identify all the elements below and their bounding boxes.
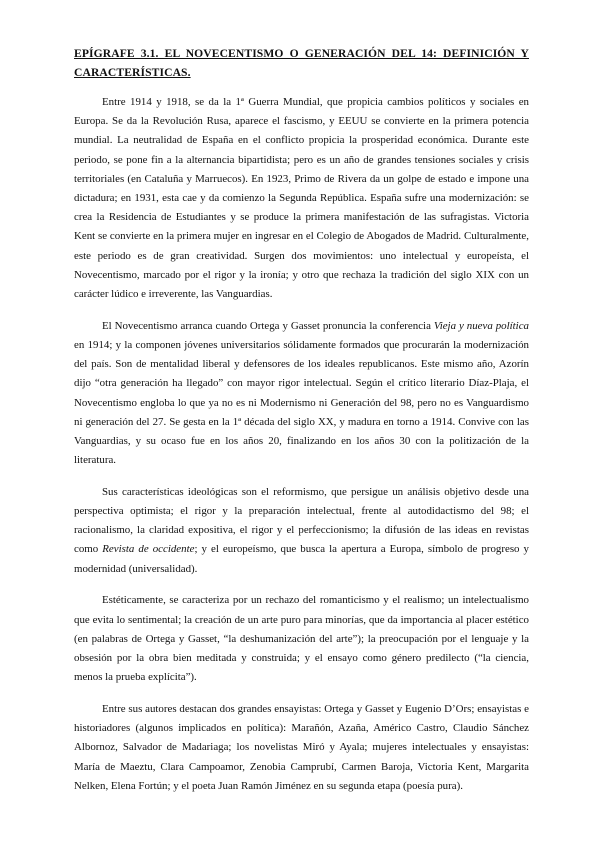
paragraph-authors: Entre sus autores destacan dos grandes ensayistas: Ortega y Gasset y Eugenio D’Ors; ensayistas e historiadores (algunos implicados en política): Marañón, Azaña, Américo Castro, Claudio Sánchez Albornoz, Salvador de Madariaga; los novelistas Miró y Ayala; mujeres intelectuales y ensayistas: María de Maeztu, Clara Campoamor, Zenobia Camprubí, Carmen Baroja, Victoria Kent, Margarita Nelken, Elena Fortún; y el poeta Juan Ramón Jiménez en su segunda etapa (poesía pura). <box>74 702 529 792</box>
conference-title: Vieja y nueva política <box>433 319 529 332</box>
paragraph-aesthetic-traits: Estéticamente, se caracteriza por un rechazo del romanticismo y el realismo; un intelectualismo que evita lo sentimental; la creación de un arte puro para minorías, que da importancia al placer estético (en palabras de Ortega y Gasset, “la deshumanización del arte”); la preocupación por el lenguaje y la obsesión por la obra bien meditada y construida; y el ensayo como género predilecto (“la ciencia, menos la prueba explícita”). <box>74 594 529 684</box>
document-page <box>74 44 529 808</box>
paragraph-origins-text-start: El Novecentismo arranca cuando Ortega y Gasset pronuncia la conferencia <box>102 319 434 332</box>
paragraph-ideological-traits <box>74 483 529 579</box>
paragraph-origins <box>74 317 529 471</box>
page-title: EPÍGRAFE 3.1. EL NOVECENTISMO O GENERACIÓN DEL 14: DEFINICIÓN Y CARACTERÍSTICAS. <box>74 47 529 79</box>
paragraph-historical-context: Entre 1914 y 1918, se da la 1ª Guerra Mundial, que propicia cambios políticos y sociales en Europa. Se da la Revolución Rusa, aparece el fascismo, y EEUU se convierte en la primera potencia mundial. La neutralidad de España en el conflicto propicia la prosperidad económica. Durante este periodo, se pone fin a la alternancia bipartidista; pero es un año de grandes tensiones sociales y crisis territoriales (en Cataluña y Marruecos). En 1923, Primo de Rivera da un golpe de estado e impone una dictadura; en 1931, esta cae y da comienzo la Segunda República. España sufre una modernización: se crea la Residencia de Estudiantes y se produce la primera manifestación de las sufragistas. Victoria Kent se convierte en la primera mujer en ingresar en el Colegio de Abogados de Madrid. Culturalmente, este periodo es de gran creatividad. Surgen dos movimientos: uno intelectual y europeísta, el Novecentismo, marcado por el rigor y la ironía; y otro que rechaza la tradición del siglo XIX con un carácter lúdico e irreverente, las Vanguardias. <box>74 96 529 301</box>
paragraph-ideological-text-end: ; y el europeísmo, que busca la apertura a Europa, símbolo de progreso y modernidad (universalidad). <box>74 543 529 575</box>
magazine-title: Revista de occidente <box>102 543 195 556</box>
paragraph-ideological-text-start: Sus características ideológicas son el reformismo, que persigue un análisis objetivo desde una perspectiva optimista; el rigor y la preparación intelectual, frente al autodidactismo del 98; el racionalismo, la claridad expositiva, el rigor y el perfeccionismo; la difusión de las ideas en revistas como <box>74 485 529 556</box>
paragraph-origins-text-end: en 1914; y la componen jóvenes universitarios sólidamente formados que procurarán la modernización del país. Son de mentalidad liberal y defensores de los ideales republicanos. Este mismo año, Azorín dijo “otra generación ha llegado” con mayor rigor intelectual. Según el crítico literario Díaz-Plaja, el Novecentismo engloba lo que ya no es ni Modernismo ni Generación del 98, pero no es Vanguardismo ni generación del 27. Se gesta en la 1ª década del siglo XX, y madura en torno a 1914. Convive con las Vanguardias, y su ocaso fue en los años 20, finalizando en los años 30 con la politización de la literatura. <box>74 338 529 467</box>
